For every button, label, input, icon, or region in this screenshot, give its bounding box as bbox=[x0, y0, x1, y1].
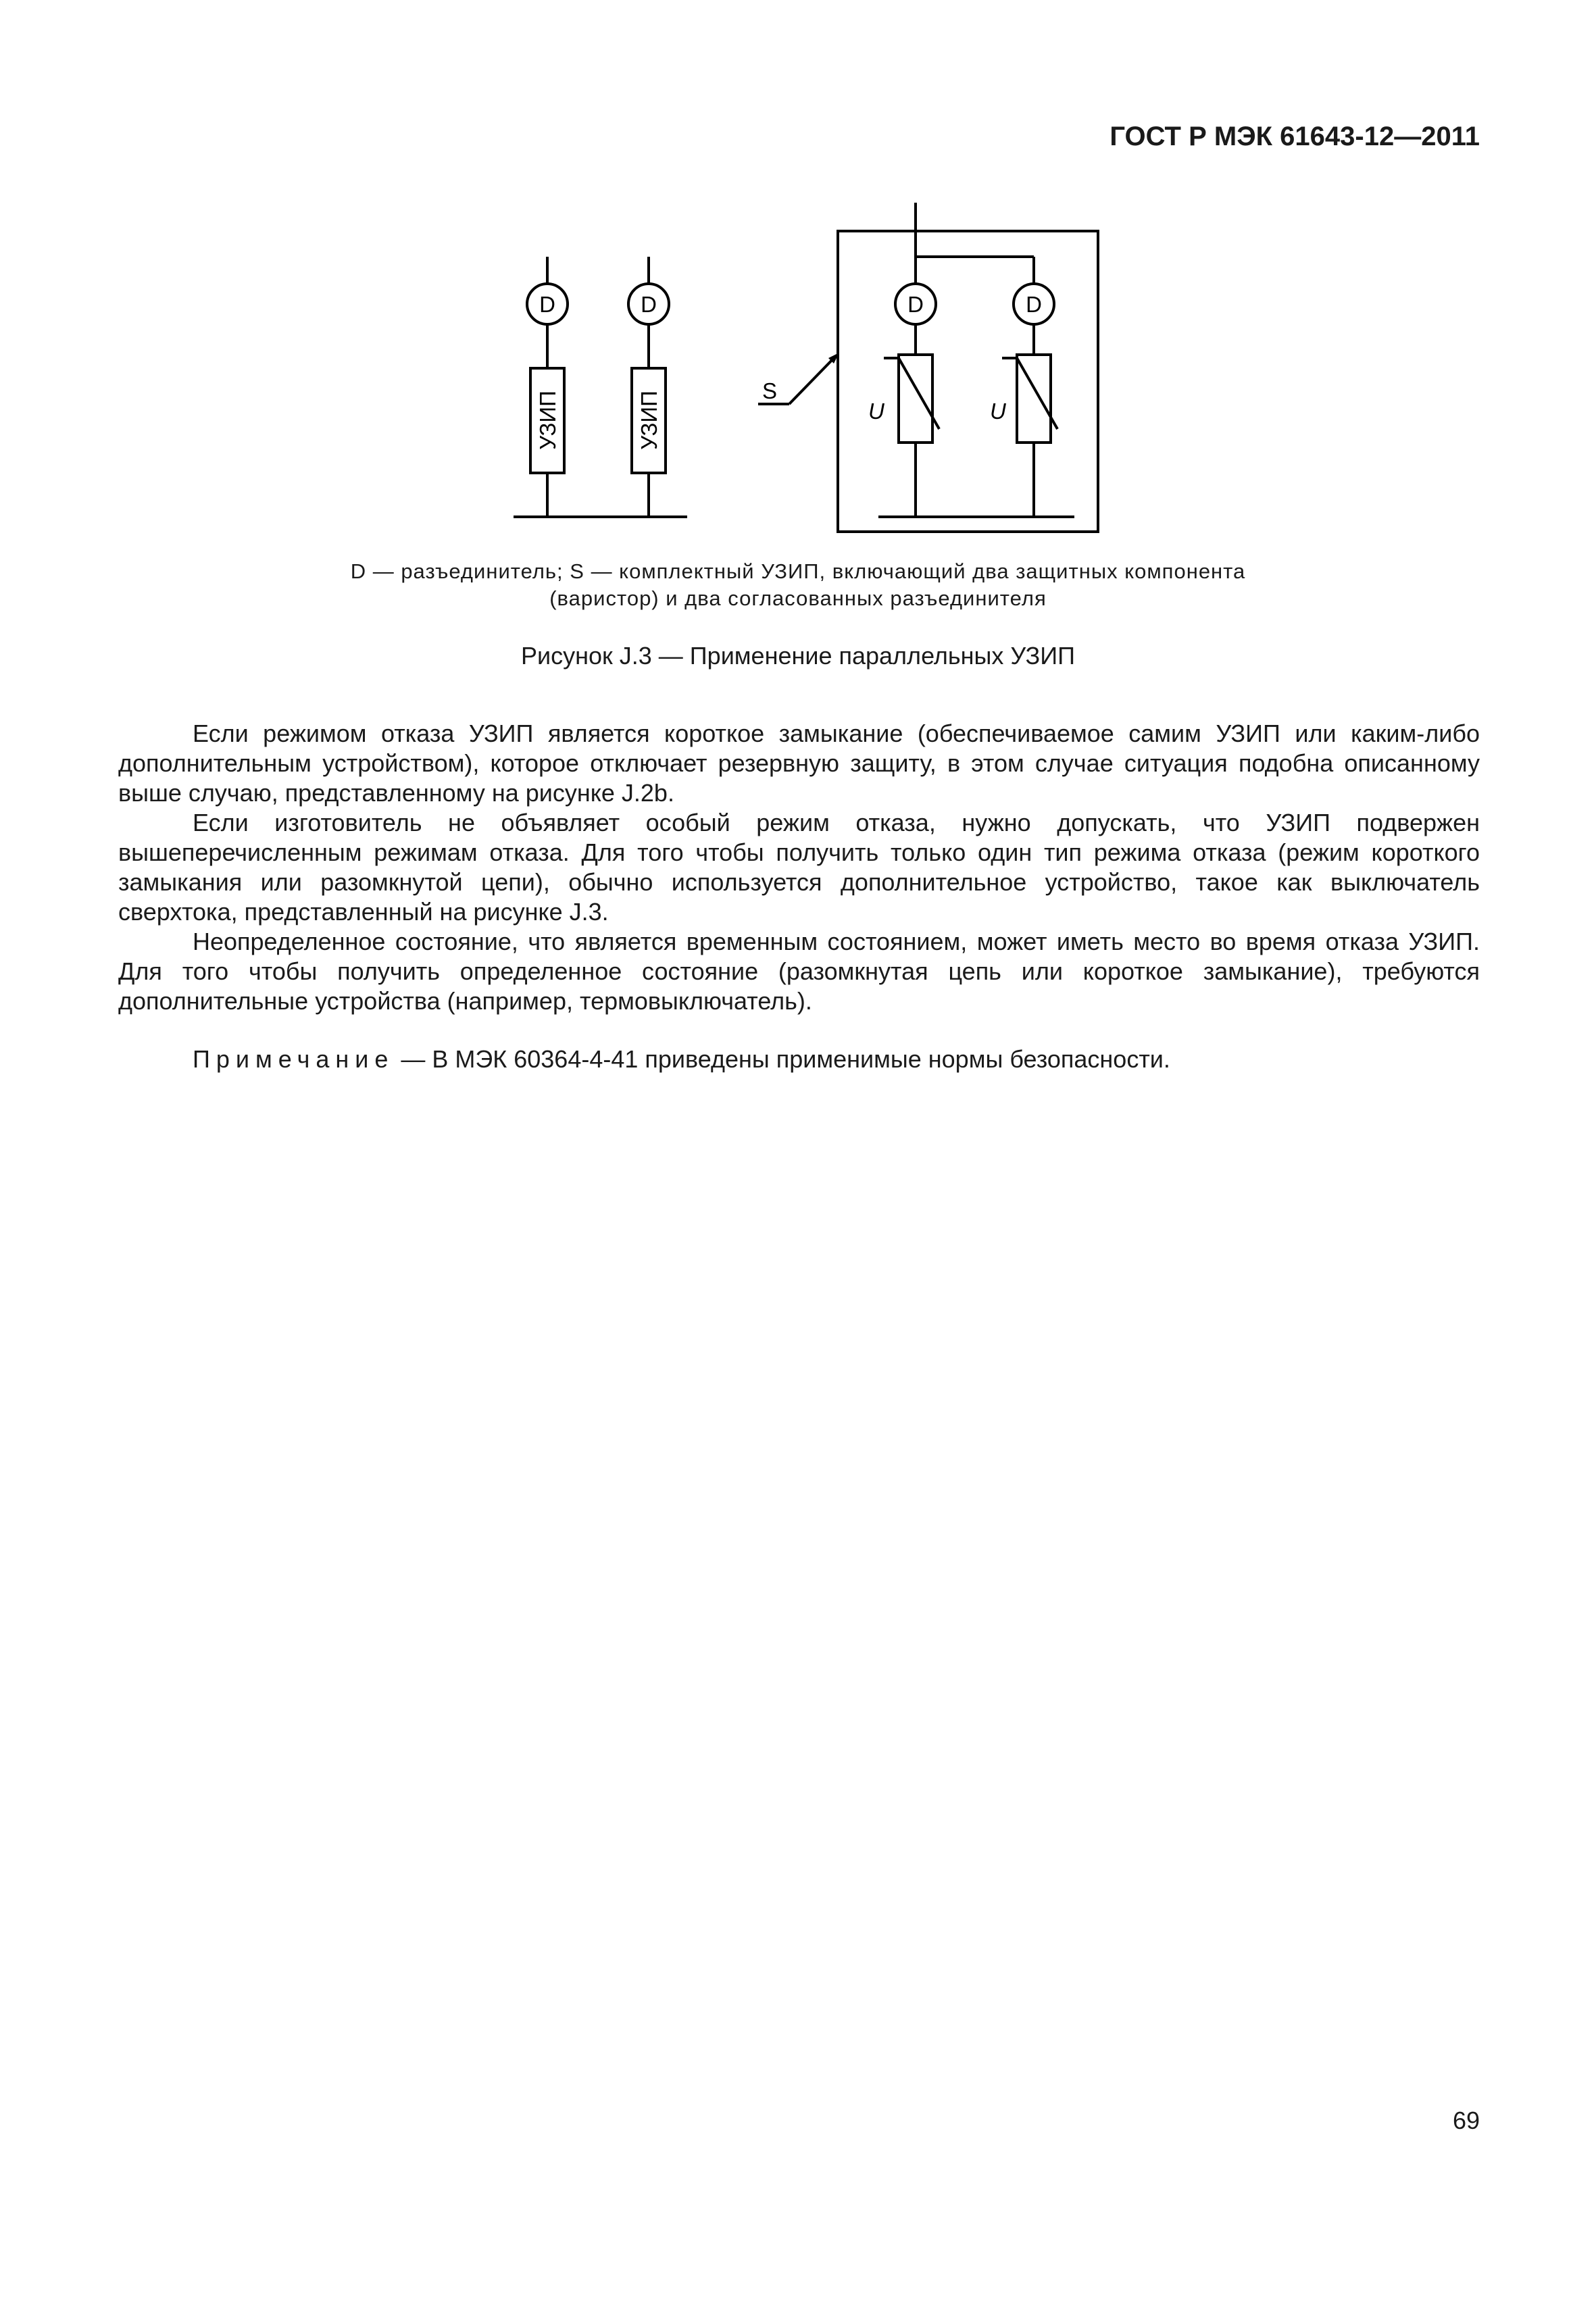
paragraph-1: Если режимом отказа УЗИП является короткое замыкание (обеспечиваемое самим УЗИП или каким-либо дополнительным устройством), которое отключает резервную защиту, в этом случае ситуация подобна описанному выше случаю, представленному на рисунке J.2b. bbox=[118, 720, 1480, 807]
paragraph-2: Если изготовитель не объявляет особый режим отказа, нужно допускать, что УЗИП подвержен вышеперечисленным режимам отказа. Для того чтобы получить только один тип режима отказа (режим короткого замыкания или разомкнутой цепи), обычно используется дополнительное устройство, такое как выключатель сверхтока, представленный на рисунке J.3. bbox=[118, 809, 1480, 926]
disconnector-1-label: D bbox=[539, 292, 555, 317]
body-text bbox=[118, 719, 1480, 1016]
parallel-spd-circuit-diagram bbox=[493, 203, 1122, 540]
spd-2-label: УЗИП bbox=[637, 391, 662, 450]
note bbox=[193, 1045, 1476, 1074]
note-label: Примечание bbox=[193, 1045, 395, 1073]
varistor-slash-2 bbox=[1002, 358, 1057, 429]
disconnector-4-label: D bbox=[1026, 292, 1042, 317]
figure-caption: Рисунок J.3 — Применение параллельных УЗИП bbox=[521, 642, 1075, 670]
legend-line-1: D — разъединитель; S — комплектный УЗИП, включающий два защитных компонента bbox=[350, 559, 1246, 583]
paragraph-3: Неопределенное состояние, что является временным состоянием, может иметь место во время отказа УЗИП. Для того чтобы получить определенное состояние (разомкнутая цепь или короткое замыкание), требуются дополнительные устройства (например, термовыключатель). bbox=[118, 928, 1480, 1015]
disconnector-2-label: D bbox=[641, 292, 657, 317]
varistor-2-label: U bbox=[990, 399, 1006, 424]
figure-legend bbox=[203, 558, 1393, 612]
varistor-1-label: U bbox=[868, 399, 884, 424]
varistor-slash-1 bbox=[884, 358, 939, 429]
disconnector-3-label: D bbox=[907, 292, 924, 317]
figure-j3-diagram bbox=[493, 203, 1122, 540]
assembly-enclosure bbox=[838, 231, 1098, 532]
legend-line-2: (варистор) и два согласованных разъединителя bbox=[549, 586, 1047, 610]
spd-1-label: УЗИП bbox=[535, 391, 560, 450]
note-text: — В МЭК 60364-4-41 приведены применимые нормы безопасности. bbox=[394, 1045, 1170, 1073]
assembly-label: S bbox=[762, 378, 778, 403]
assembly-label-leader bbox=[789, 355, 837, 404]
document-header: ГОСТ Р МЭК 61643-12—2011 bbox=[1109, 122, 1480, 151]
page-number: 69 bbox=[1452, 2107, 1480, 2134]
